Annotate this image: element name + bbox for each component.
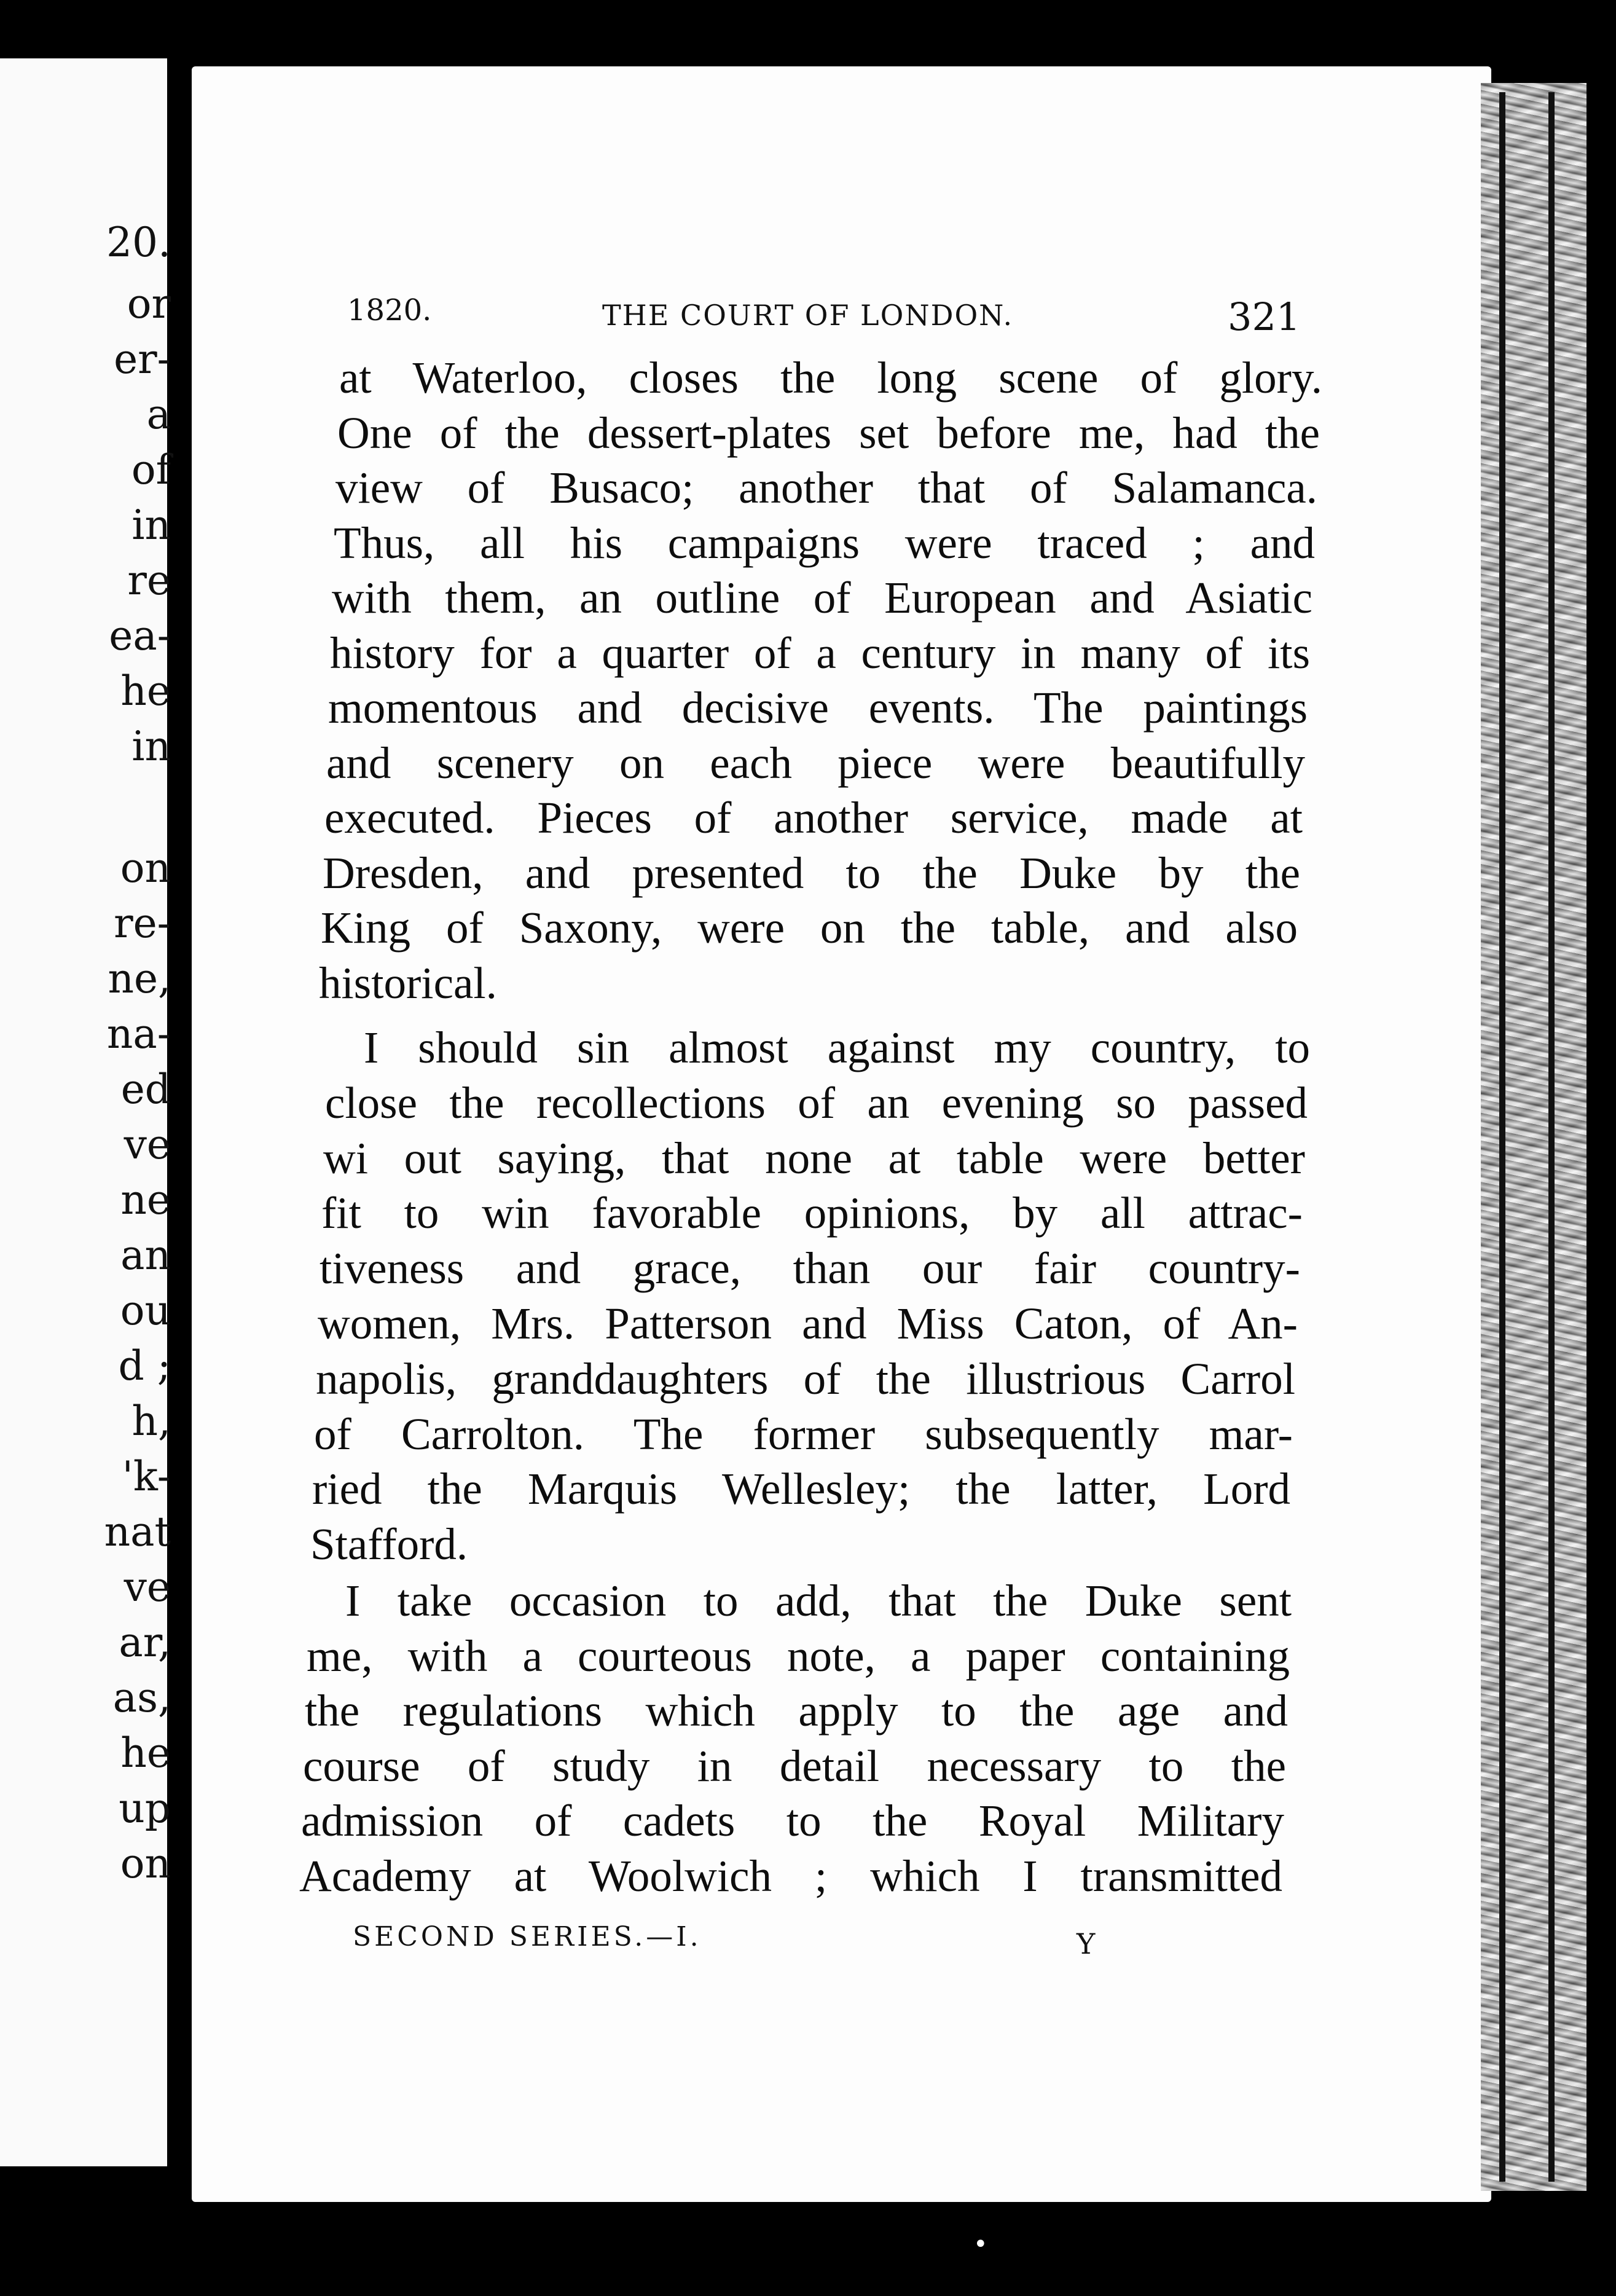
body-line: and scenery on each piece were beautifully xyxy=(326,737,1305,788)
left-page-line: ou xyxy=(120,1287,171,1334)
body-line: history for a quarter of a century in many of its xyxy=(330,627,1310,678)
body-line: Thus, all his campaigns were traced ; and xyxy=(334,517,1315,568)
body-line: napolis, granddaughters of the illustrious Carrol xyxy=(316,1353,1295,1404)
body-line: at Waterloo, closes the long scene of glory. xyxy=(339,353,1322,403)
left-page-line: ne xyxy=(120,1176,171,1224)
scan-speck: • xyxy=(973,2230,988,2259)
edge-divider-line xyxy=(1548,92,1555,2182)
body-line: women, Mrs. Patterson and Miss Caton, of An- xyxy=(318,1299,1298,1348)
body-line: me, with a courteous note, a paper containing xyxy=(307,1630,1290,1681)
left-page-line: a xyxy=(146,391,171,438)
left-page-line: na- xyxy=(106,1010,171,1058)
left-page-line: on xyxy=(120,844,171,892)
left-facing-page xyxy=(0,58,171,2166)
left-page-line: ne, xyxy=(108,955,171,1002)
left-page-line: h, xyxy=(131,1398,171,1445)
left-page-line: d ; xyxy=(118,1342,171,1390)
running-head-title: THE COURT OF LONDON. xyxy=(602,299,1014,332)
page-number: 321 xyxy=(1228,294,1301,339)
running-head-year: 1820. xyxy=(347,293,432,328)
left-page-line: he xyxy=(120,1729,171,1777)
body-line: King of Saxony, were on the table, and also xyxy=(321,903,1298,953)
left-page-line: in xyxy=(131,501,171,549)
left-page-line: er- xyxy=(114,336,171,383)
body-line: fit to win favorable opinions, by all attrac- xyxy=(321,1188,1303,1238)
left-page-line: ea- xyxy=(109,612,171,659)
left-page-line: in xyxy=(131,723,171,770)
body-line: ried the Marquis Wellesley; the latter, Lord xyxy=(312,1464,1290,1514)
body-line: Academy at Woolwich ; which I transmitted xyxy=(299,1850,1282,1901)
body-line: I should sin almost against my country, to xyxy=(364,1023,1310,1072)
left-page-line: up xyxy=(119,1785,171,1832)
edge-divider-line xyxy=(1499,92,1505,2182)
left-page-line: re- xyxy=(114,900,171,947)
body-line: momentous and decisive events. The paintings xyxy=(328,683,1308,733)
left-page-line: nat xyxy=(104,1508,171,1555)
body-line: Stafford. xyxy=(310,1519,468,1570)
body-line: of Carrolton. The former subsequently mar- xyxy=(314,1409,1293,1459)
body-line: wi out saying, that none at table were better xyxy=(323,1133,1305,1183)
page-text-block xyxy=(192,66,1491,2202)
gathering-mark: Y xyxy=(1077,1927,1096,1960)
body-line: One of the dessert-plates set before me, had the xyxy=(337,407,1320,458)
body-line: the regulations which apply to the age and xyxy=(305,1686,1288,1736)
body-line: course of study in detail necessary to the xyxy=(303,1740,1286,1791)
book-page xyxy=(192,66,1491,2202)
left-page-line: ve xyxy=(124,1563,171,1611)
body-line: with them, an outline of European and Asiatic xyxy=(332,573,1312,623)
left-page-line: 'k- xyxy=(122,1453,171,1500)
body-line: I take occasion to add, that the Duke sent xyxy=(345,1576,1292,1626)
left-page-line: as, xyxy=(112,1674,171,1721)
left-page-line: on xyxy=(120,1840,171,1887)
left-page-line: ed xyxy=(120,1066,171,1113)
left-page-line: an xyxy=(120,1232,171,1279)
left-page-line: re xyxy=(127,557,171,604)
body-line: Dresden, and presented to the Duke by the xyxy=(323,847,1300,898)
marbled-fore-edge xyxy=(1481,83,1587,2191)
left-page-line: he xyxy=(120,667,171,715)
body-line: close the recollections of an evening so passed xyxy=(325,1077,1308,1128)
left-page-line: 20. xyxy=(106,219,171,266)
left-page-line: of xyxy=(131,446,171,493)
body-line: historical. xyxy=(319,957,497,1008)
body-line: view of Busaco; another that of Salamanca. xyxy=(335,463,1317,513)
body-line: admission of cadets to the Royal Military xyxy=(301,1796,1284,1846)
left-page-line: ve xyxy=(124,1121,171,1168)
body-line: executed. Pieces of another service, made at xyxy=(324,793,1303,843)
signature-mark: SECOND SERIES.—I. xyxy=(353,1921,702,1952)
left-page-line: ar, xyxy=(119,1619,171,1666)
body-line: tiveness and grace, than our fair country- xyxy=(320,1243,1300,1294)
left-page-line: or xyxy=(127,280,171,328)
